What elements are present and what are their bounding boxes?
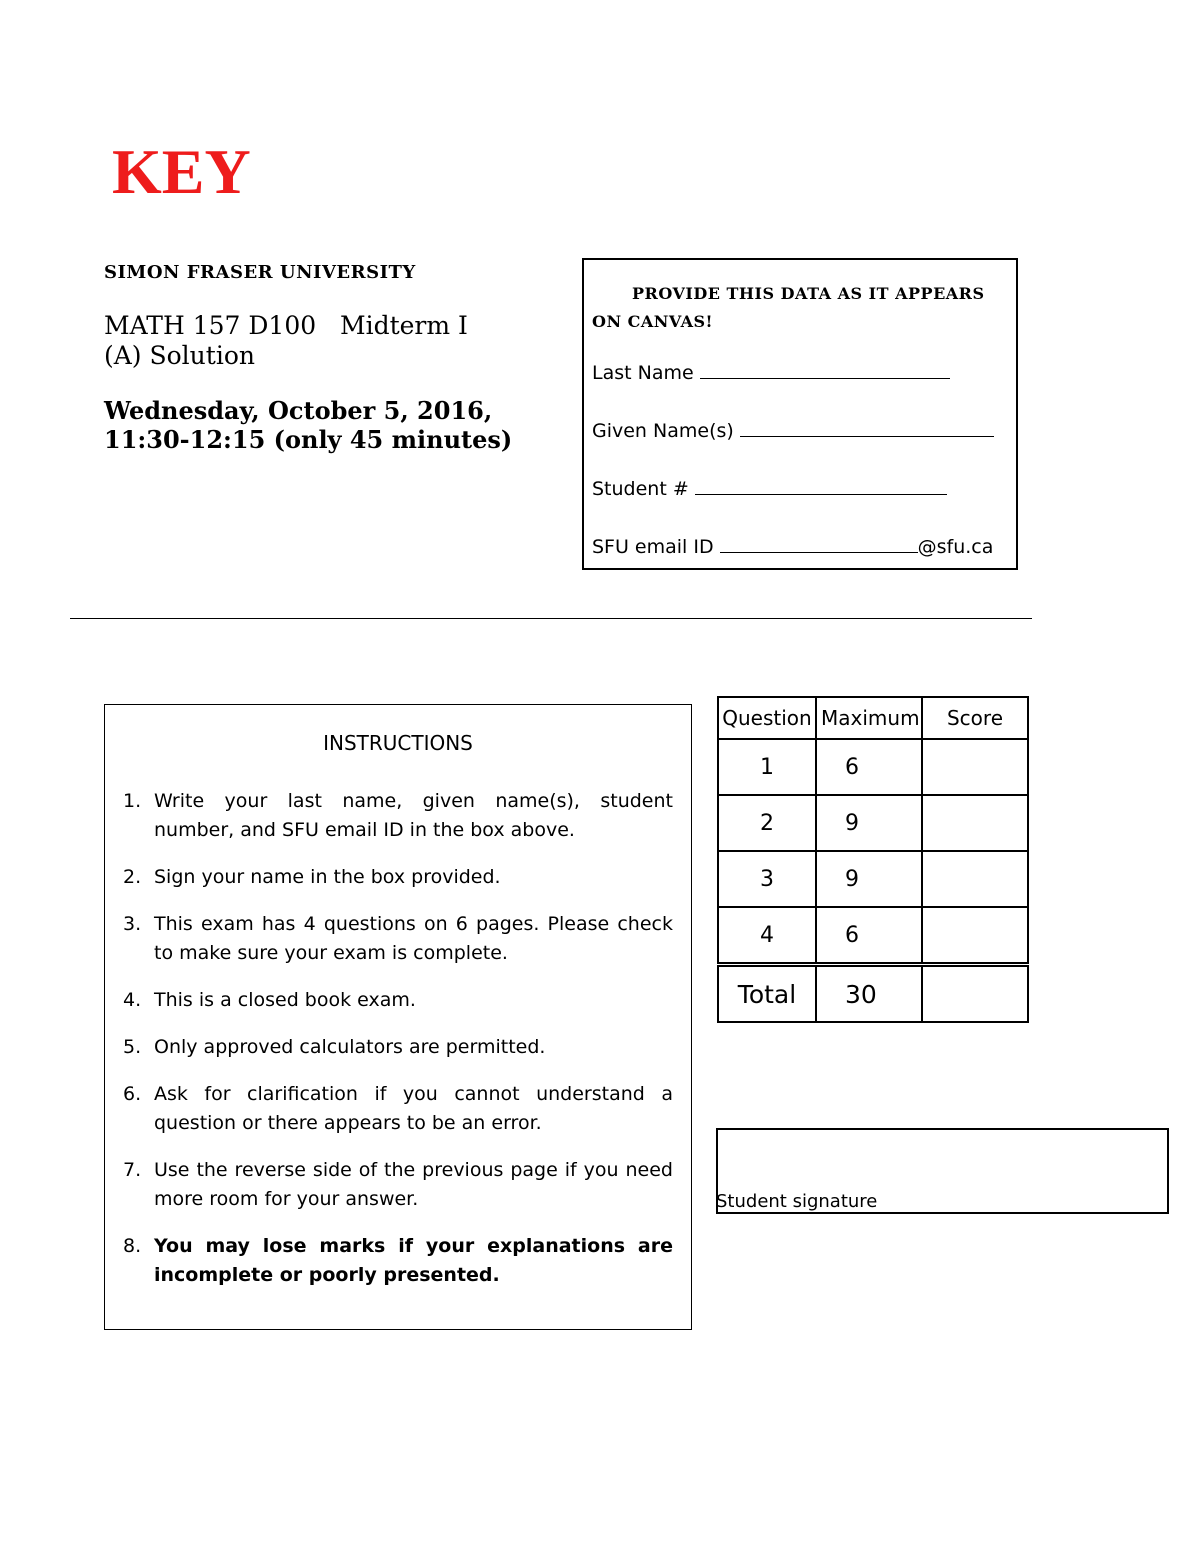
date-line-2: 11:30-12:15 (only 45 minutes) xyxy=(104,425,513,454)
course-line-1: MATH 157 D100 Midterm I xyxy=(104,311,468,340)
given-names-line[interactable] xyxy=(740,418,994,437)
signature-box[interactable] xyxy=(716,1128,1169,1214)
total-score-cell[interactable] xyxy=(922,965,1028,1023)
key-stamp: KEY xyxy=(112,136,251,207)
score-cell[interactable] xyxy=(922,795,1028,851)
instruction-item: 6. Ask for clarification if you cannot understand a question or there appears to be an error. xyxy=(123,1083,673,1134)
canvas-box-heading: PROVIDE THIS DATA AS IT APPEARS ON CANVAS! xyxy=(592,284,985,331)
date-line-1: Wednesday, October 5, 2016, xyxy=(104,396,493,425)
question-maximum: 9 xyxy=(816,795,922,851)
instructions-list xyxy=(123,787,673,1308)
university-name: SIMON FRASER UNIVERSITY xyxy=(104,262,416,283)
instruction-item: 8. You may lose marks if your explanations are incomplete or poorly presented. xyxy=(123,1235,673,1286)
instruction-item: 1. Write your last name, given name(s), student number, and SFU email ID in the box above. xyxy=(123,790,673,841)
email-field[interactable] xyxy=(592,534,993,558)
instruction-item: 4. This is a closed book exam. xyxy=(123,989,416,1011)
instruction-item: 5. Only approved calculators are permitted. xyxy=(123,1036,546,1058)
last-name-line[interactable] xyxy=(700,360,950,379)
given-names-field[interactable] xyxy=(592,418,994,442)
instructions-title: INSTRUCTIONS xyxy=(323,731,473,755)
question-maximum: 9 xyxy=(816,851,922,907)
header-divider xyxy=(70,618,1032,619)
total-row xyxy=(718,965,1028,1023)
email-line[interactable] xyxy=(720,534,918,553)
question-number: 4 xyxy=(718,907,816,965)
instruction-item: 3. This exam has 4 questions on 6 pages. Please check to make sure your exam is complete. xyxy=(123,913,673,964)
signature-label: Student signature xyxy=(716,1191,878,1212)
student-number-label: Student # xyxy=(592,478,689,500)
question-number: 2 xyxy=(718,795,816,851)
table-row xyxy=(718,851,1028,907)
table-row xyxy=(718,739,1028,795)
email-label: SFU email ID xyxy=(592,536,714,558)
header-maximum: Maximum xyxy=(816,697,922,739)
student-number-field[interactable] xyxy=(592,476,947,500)
score-cell[interactable] xyxy=(922,907,1028,965)
given-names-label: Given Name(s) xyxy=(592,420,734,442)
total-maximum: 30 xyxy=(816,965,922,1023)
course-line-2: (A) Solution xyxy=(104,341,255,370)
instruction-item: 7. Use the reverse side of the previous page if you need more room for your answer. xyxy=(123,1159,673,1210)
canvas-data-box xyxy=(582,258,1018,570)
question-number: 1 xyxy=(718,739,816,795)
header-score: Score xyxy=(922,697,1028,739)
score-table xyxy=(717,696,1029,1023)
student-number-line[interactable] xyxy=(695,476,947,495)
exam-datetime xyxy=(104,396,544,454)
last-name-label: Last Name xyxy=(592,362,694,384)
score-table-header xyxy=(718,697,1028,739)
email-suffix: @sfu.ca xyxy=(917,536,994,558)
last-name-field[interactable] xyxy=(592,360,950,384)
header-question: Question xyxy=(718,697,816,739)
instruction-item: 2. Sign your name in the box provided. xyxy=(123,866,501,888)
course-title xyxy=(104,311,544,371)
score-cell[interactable] xyxy=(922,851,1028,907)
total-label: Total xyxy=(718,965,816,1023)
question-number: 3 xyxy=(718,851,816,907)
table-row xyxy=(718,907,1028,965)
table-row xyxy=(718,795,1028,851)
instructions-box xyxy=(104,704,692,1330)
score-cell[interactable] xyxy=(922,739,1028,795)
question-maximum: 6 xyxy=(816,739,922,795)
question-maximum: 6 xyxy=(816,907,922,965)
